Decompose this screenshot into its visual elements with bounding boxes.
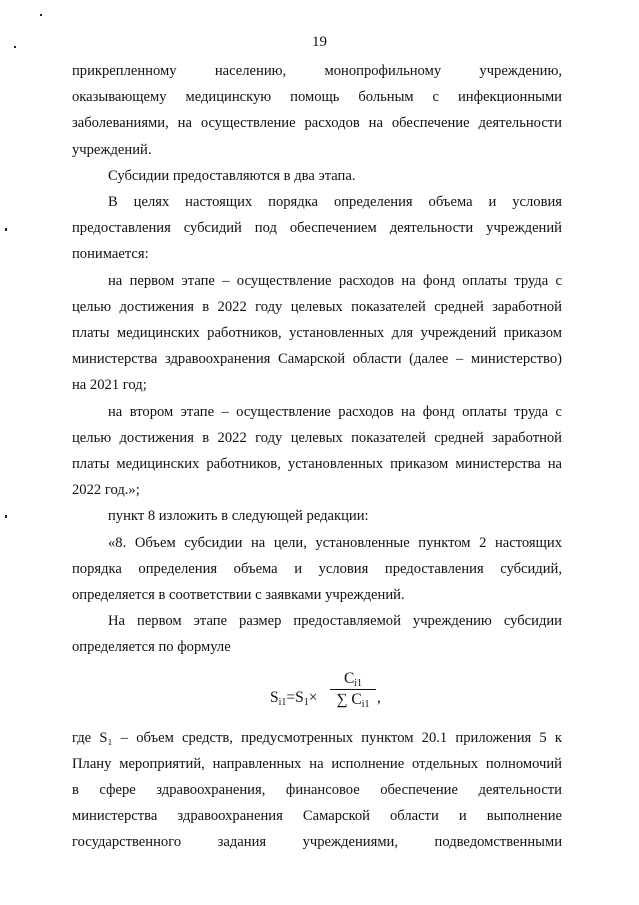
formula-var: C [351, 690, 362, 708]
text-line: целью достижения в 2022 году целевых показателей средней заработной [72, 298, 562, 315]
formula-lhs: $S_{i1}=S_1\times$ [270, 688, 318, 708]
paragraph-point-8 [72, 530, 562, 609]
formula-sub: 1 [303, 696, 309, 708]
document-body [72, 58, 562, 856]
text-line: На первом этапе размер предоставляемой учреждению субсидии [108, 613, 562, 630]
formula-sum-sign: ∑ [336, 690, 348, 708]
paragraph-second-stage [72, 399, 562, 504]
subsidy-formula [72, 667, 562, 723]
scan-dot [5, 515, 7, 518]
text-line: министерства здравоохранения Самарской области (далее – министерство) [72, 351, 562, 368]
text-line: понимается: [72, 246, 149, 263]
text-line: определяется в соответствии с заявками учреждений. [72, 587, 405, 604]
text-line: прикрепленному населению, монопрофильному учреждению, [72, 63, 562, 79]
text-line: «8. Объем субсидии на цели, установленные пунктом 2 настоящих [108, 534, 562, 551]
formula-comma: , [377, 688, 381, 706]
paragraph-point-8-intro: пункт 8 изложить в следующей редакции: [108, 508, 369, 525]
scan-dot [40, 14, 42, 16]
scan-dot [14, 46, 16, 48]
text-line: предоставления субсидий под обеспечением деятельности учреждений [72, 220, 562, 237]
text-line: министерства здравоохранения Самарской области и выполнение [72, 808, 562, 825]
formula-sub: i1 [278, 696, 287, 708]
text-line: государственного задания учреждениями, подведомственными [72, 834, 562, 851]
formula-sub: i1 [361, 698, 370, 710]
paragraph-subsidy-stages: Субсидии предоставляются в два этапа. [108, 167, 356, 184]
formula-fraction [330, 669, 376, 710]
paragraph-first-stage [72, 268, 562, 399]
text-line: Плану мероприятий, направленных на исполнение отдельных полномочий [72, 755, 562, 772]
formula-denominator [330, 690, 376, 710]
text-line: целью достижения в 2022 году целевых показателей средней заработной [72, 429, 562, 446]
text-line: платы медицинских работников, установленных приказом министерства на [72, 456, 562, 473]
text-line: 2022 год.»; [72, 482, 140, 499]
text-line: В целях настоящих порядка определения объема и условия [108, 194, 562, 211]
scan-dot [5, 228, 7, 231]
text-line: платы медицинских работников, установленных для учреждений приказом [72, 325, 562, 342]
formula-sub: i1 [354, 677, 363, 689]
text-line: на первом этапе – осуществление расходов на фонд оплаты труда с [108, 272, 562, 289]
text-line: заболеваниями, на осуществление расходов на обеспечение деятельности [72, 115, 562, 132]
formula-var: C [343, 669, 355, 687]
text-line: оказывающему медицинскую помощь больным с инфекционными [72, 89, 562, 106]
text-line: порядка определения объема и условия предоставления субсидий, [72, 560, 562, 577]
text-line: где S₁ – объем средств, предусмотренных пунктом 20.1 приложения 5 к [72, 729, 562, 746]
text-line: учреждений. [72, 141, 152, 158]
paragraph-first-stage-size [72, 608, 562, 660]
text-line: в сфере здравоохранения, финансовое обеспечение деятельности [72, 782, 562, 799]
paragraph-where [72, 725, 562, 856]
text-line: определяется по формуле [72, 639, 231, 656]
paragraph-continuation [72, 58, 562, 163]
text-line: на втором этапе – осуществление расходов на фонд оплаты труда с [108, 403, 562, 420]
paragraph-definition [72, 189, 562, 268]
text-line: на 2021 год; [72, 377, 147, 394]
formula-times: × [308, 688, 318, 706]
formula-var: S [270, 688, 279, 706]
page-number: 19 [312, 34, 327, 50]
formula-var: S [295, 688, 304, 706]
formula-numerator [330, 669, 376, 689]
